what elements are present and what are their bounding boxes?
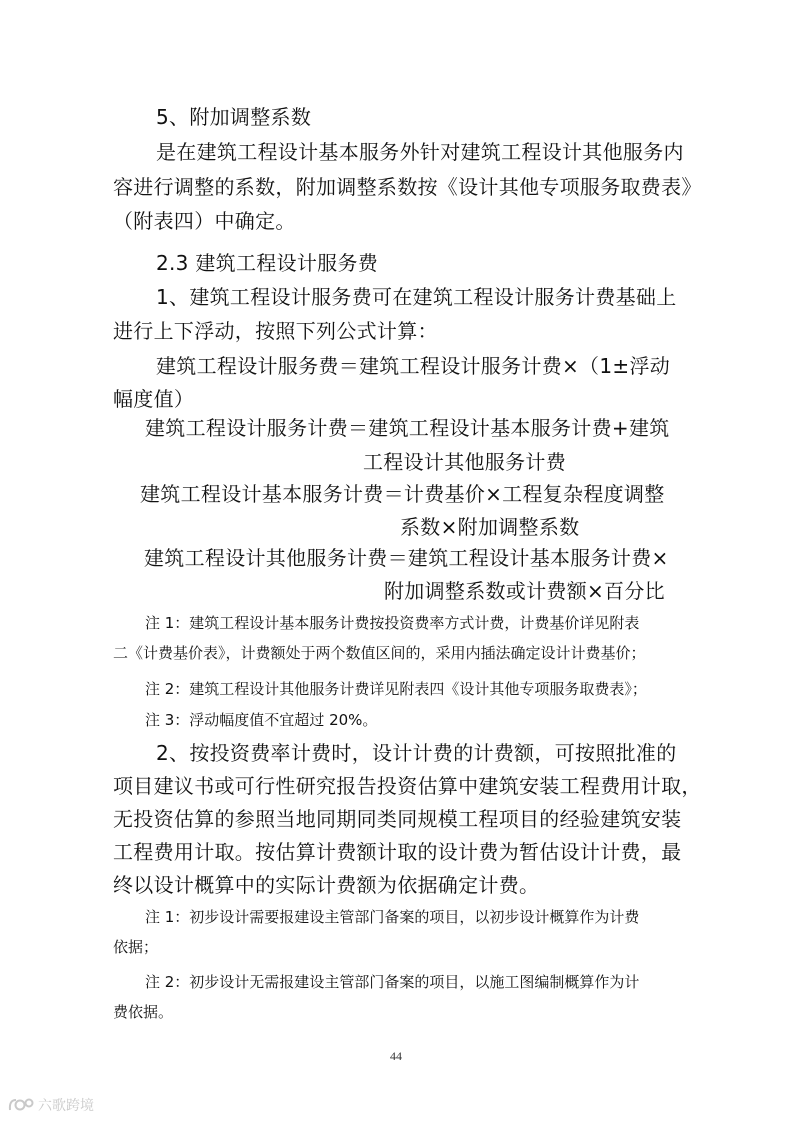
paragraph-line: 项目建议书或可行性研究报告投资估算中建筑安装工程费用计取， — [113, 774, 702, 798]
page-number: 44 — [390, 1049, 402, 1063]
paragraph-line: 终以设计概算中的实际计费额为依据确定计费。 — [113, 873, 540, 897]
note-line: 注 2：初步设计无需报建设主管部门备案的项目，以施工图编制概算作为计 — [145, 973, 640, 991]
note-line: 注 1：初步设计需要报建设主管部门备案的项目，以初步设计概算作为计费 — [145, 908, 640, 926]
video-logo-icon — [8, 1097, 34, 1113]
formula-line: 建筑工程设计服务费＝建筑工程设计服务计费×（1±浮动 — [156, 354, 671, 378]
formula-line: 建筑工程设计基本服务计费＝计费基价×工程复杂程度调整 — [140, 482, 665, 506]
formula-line: 工程设计其他服务计费 — [363, 450, 566, 474]
paragraph-line: 容进行调整的系数，附加调整系数按《设计其他专项服务取费表》 — [113, 175, 702, 199]
formula-line: 附加调整系数或计费额×百分比 — [384, 579, 665, 603]
paragraph-line: （附表四）中确定。 — [113, 209, 296, 233]
formula-line: 建筑工程设计服务计费＝建筑工程设计基本服务计费+建筑 — [145, 416, 670, 440]
paragraph-line: 无投资估算的参照当地同期同类同规模工程项目的经验建筑安装 — [113, 807, 682, 831]
note-line: 二《计费基价表》，计费额处于两个数值区间的，采用内插法确定设计计费基价； — [113, 644, 646, 662]
note-line: 注 1：建筑工程设计基本服务计费按投资费率方式计费，计费基价详见附表 — [145, 614, 640, 632]
paragraph-line: 2、按投资费率计费时，设计计费的计费额，可按照批准的 — [156, 741, 677, 765]
watermark — [8, 1095, 94, 1115]
note-line: 费依据。 — [113, 1003, 174, 1021]
note-line: 注 2：建筑工程设计其他服务计费详见附表四《设计其他专项服务取费表》； — [145, 680, 647, 698]
formula-line: 建筑工程设计其他服务计费＝建筑工程设计基本服务计费× — [144, 546, 669, 570]
formula-line: 幅度值） — [113, 387, 195, 411]
note-line: 依据； — [113, 938, 159, 956]
formula-line: 系数×附加调整系数 — [400, 515, 580, 539]
paragraph-line: 是在建筑工程设计基本服务外针对建筑工程设计其他服务内 — [156, 140, 684, 164]
paragraph-line: 1、建筑工程设计服务费可在建筑工程设计服务计费基础上 — [156, 285, 677, 309]
section-heading: 5、附加调整系数 — [156, 105, 312, 129]
paragraph-line: 工程费用计取。按估算计费额计取的设计费为暂估设计计费，最 — [113, 840, 682, 864]
note-line: 注 3：浮动幅度值不宜超过 20%。 — [145, 711, 378, 729]
section-heading: 2.3 建筑工程设计服务费 — [156, 251, 379, 275]
watermark-text: 六歌跨境 — [38, 1098, 94, 1114]
paragraph-line: 进行上下浮动，按照下列公式计算： — [113, 319, 438, 343]
